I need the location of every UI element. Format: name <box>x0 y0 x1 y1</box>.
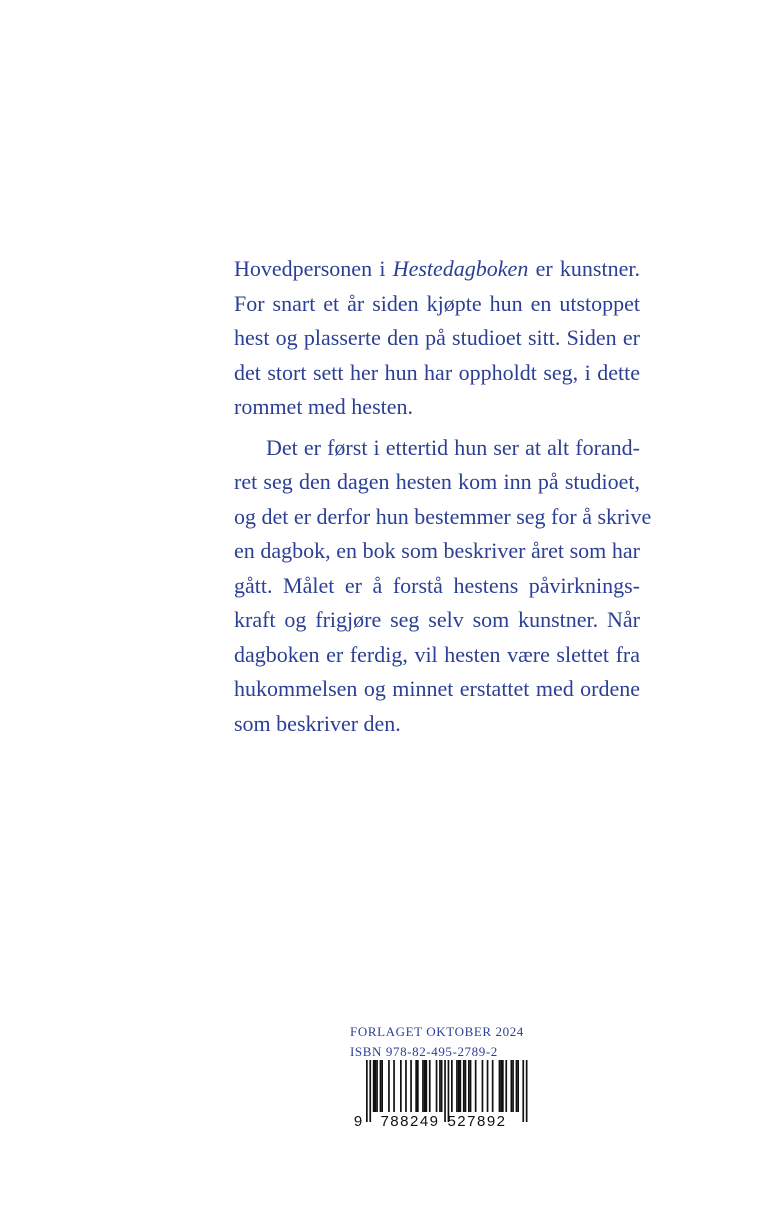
barcode-bar <box>468 1060 470 1112</box>
barcode-bar <box>422 1060 424 1112</box>
barcode-bar <box>492 1060 494 1112</box>
blurb-line <box>234 252 640 287</box>
barcode-bar <box>381 1060 383 1112</box>
barcode-bar <box>451 1060 453 1112</box>
barcode-bar <box>375 1060 377 1112</box>
blurb-line: dagboken er ferdig, vil hesten være slettet fra <box>234 641 640 667</box>
barcode-bar <box>424 1060 426 1112</box>
barcode-bar <box>502 1060 504 1112</box>
barcode-bar <box>470 1060 472 1112</box>
blurb-line: hukommelsen og minnet erstattet med ordene <box>234 676 640 701</box>
barcode-bar <box>405 1060 407 1112</box>
barcode-bar <box>465 1060 467 1112</box>
barcode-bar <box>460 1060 462 1112</box>
blurb-text: Hovedpersonen i <box>234 256 393 281</box>
barcode-bar <box>439 1060 441 1112</box>
blurb-line: Det er først i ettertid hun ser at alt forand- <box>266 434 640 460</box>
barcode-bar <box>417 1060 419 1112</box>
blurb-line: kraft og frigjøre seg selv som kunstner. Når <box>234 607 640 632</box>
blurb-line: ret seg den dagen hesten kom inn på studioet, <box>234 469 640 494</box>
barcode-bar <box>426 1060 428 1112</box>
barcode-bar <box>500 1060 502 1112</box>
barcode-bar <box>441 1060 443 1112</box>
blurb-line: gått. Målet er å forstå hestens påvirknings- <box>234 572 640 598</box>
barcode-bar <box>388 1060 390 1112</box>
barcode-bar <box>415 1060 417 1112</box>
barcode-bar <box>499 1060 501 1112</box>
blurb-line: det stort sett her hun har oppholdt seg, i dette <box>234 359 640 385</box>
barcode-bar <box>456 1060 458 1112</box>
blurb-line: som beskriver den. <box>234 710 401 736</box>
barcode-bar <box>436 1060 438 1112</box>
barcode-graphic <box>352 1060 532 1130</box>
barcode-bar <box>380 1060 382 1112</box>
barcode-bar <box>458 1060 460 1112</box>
isbn-barcode <box>352 1060 532 1130</box>
barcode-bar <box>463 1060 465 1112</box>
barcode-first-digit: 9 <box>353 1113 363 1130</box>
barcode-left-digits: 788249 <box>380 1113 440 1130</box>
back-cover-blurb <box>234 252 652 741</box>
barcode-bar <box>429 1060 431 1112</box>
isbn-line: ISBN 978-82-495-2789-2 <box>350 1044 498 1059</box>
barcode-bar <box>511 1060 513 1112</box>
barcode-bar <box>376 1060 378 1112</box>
barcode-bar <box>366 1060 368 1122</box>
barcode-bar <box>505 1060 507 1112</box>
blurb-line: hest og plasserte den på studioet sitt. Siden er <box>234 325 640 350</box>
barcode-bar <box>475 1060 477 1112</box>
barcode-bar <box>516 1060 518 1112</box>
barcode-bar <box>400 1060 402 1112</box>
publisher-line: FORLAGET OKTOBER 2024 <box>350 1024 524 1039</box>
barcode-bar <box>512 1060 514 1112</box>
barcode-right-digits: 527892 <box>447 1113 507 1130</box>
barcode-bar <box>393 1060 395 1112</box>
barcode-bar <box>373 1060 375 1112</box>
barcode-bar <box>487 1060 489 1112</box>
blurb-line: en dagbok, en bok som beskriver året som har <box>234 538 640 563</box>
imprint <box>350 1022 534 1062</box>
barcode-bar <box>526 1060 528 1122</box>
blurb-paragraph-1 <box>234 252 640 425</box>
blurb-paragraph-2 <box>234 431 652 742</box>
barcode-bar <box>444 1060 446 1122</box>
book-title: Hestedagboken <box>392 256 529 281</box>
blurb-line: rommet med hesten. <box>234 394 414 419</box>
blurb-line: For snart et år siden kjøpte hun en utstoppet <box>234 290 640 316</box>
barcode-bar <box>410 1060 412 1112</box>
barcode-bar <box>522 1060 524 1122</box>
barcode-bar <box>369 1060 371 1122</box>
barcode-bar <box>517 1060 519 1112</box>
blurb-text: er kunstner. <box>528 256 640 281</box>
barcode-bar <box>482 1060 484 1112</box>
blurb-line: og det er derfor hun bestemmer seg for å skrive <box>234 503 652 529</box>
